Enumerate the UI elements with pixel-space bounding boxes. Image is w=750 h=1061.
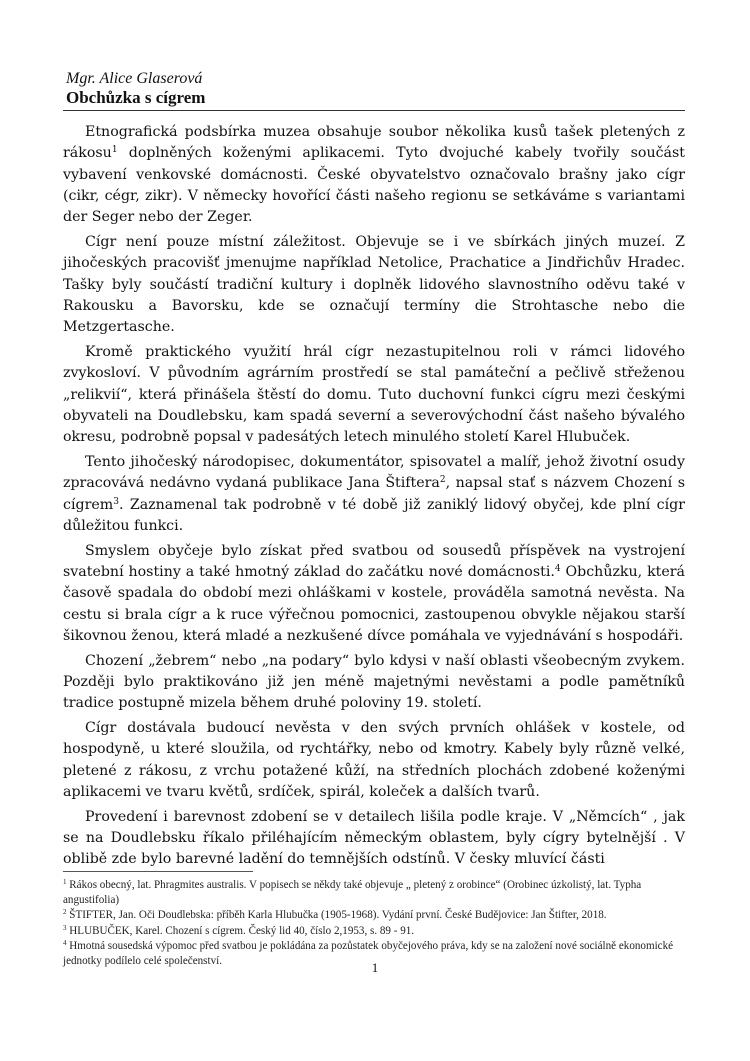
paragraph <box>63 342 685 448</box>
paragraph-text: Smyslem obyčeje bylo získat před svatbou od sousedů příspěvek na vystrojení svatební hostiny a také hmotný základ do začátku nové domácnosti. <box>63 542 685 580</box>
footnote-reference[interactable]: 2 <box>439 475 446 486</box>
footnote-divider <box>63 871 253 872</box>
footnote <box>63 924 683 939</box>
footnote-reference[interactable]: 1 <box>111 145 118 156</box>
footnote-reference[interactable]: 4 <box>554 563 561 574</box>
header-divider <box>63 110 685 111</box>
article-title: Obchůzka s cígrem <box>66 88 206 107</box>
paragraph-text: Obchůzku, která časově spadala do období mezi ohláškami v kostele, prováděla samotná nevěsta. Na cestu si brala cígr a k ruce výřečnou pomocnici, zastoupenou obvykle nějakou starší šikovnou ženou, která mladé a nezkušené dívce pomáhala ve vyjednávání s hospodáři. <box>63 563 685 644</box>
paragraph-text: . Zaznamenal tak podrobně v té době již zaniklý lidový obyčej, kde plní cígr důležitou funkci. <box>63 496 685 534</box>
paragraph-text: Etnografická podsbírka muzea obsahuje soubor několika kusů tašek pletených z rákosu <box>63 124 685 162</box>
footnote-text: Rákos obecný, lat. Phragmites australis. V popisech se někdy také objevuje „ pletený z orobince“ (Orobinec úzkolistý, lat. Typha angustifolia) <box>63 879 642 907</box>
page-number: 1 <box>371 960 379 975</box>
footnote-text: Hmotná sousedská výpomoc před svatbou je pokládána za pozůstatek obyčejového práva, kdy se na založení nové sociálně ekonomické jednotky podílelo celé společenství. <box>63 939 674 968</box>
footnote-text: HLUBUČEK, Karel. Chození s cígrem. Český lid 40, číslo 2,1953, s. 89 - 91. <box>69 924 415 937</box>
paragraph-text: Kromě praktického využití hrál cígr nezastupitelnou roli v rámci lidového zvykosloví. V původním agrárním prostředí se stal památeční a pečlivě střeženou „relikvií“, která přinášela štěstí do domu. Tuto duchovní funkci cígru mezi českými obyvateli na Doudlebsku, kam spadá severní a severovýchodní část našeho bývalého okresu, podrobně popsal v padesátých letech minulého století Karel Hlubuček. <box>63 343 685 446</box>
author-name: Mgr. Alice Glaserová <box>66 70 203 87</box>
footnote-number: 2 <box>63 908 67 917</box>
paragraph <box>63 651 685 715</box>
footnotes <box>63 878 683 969</box>
article-body <box>63 122 685 874</box>
paragraph-text: Tento jihočeský národopisec, dokumentátor, spisovatel a malíř, jehož životní osudy zpracovává nedávno vydaná publikace Jana Štiftera <box>63 453 685 492</box>
paragraph-text: Cígr není pouze místní záležitost. Objevuje se i ve sbírkách jiných muzeí. Z jihočeských pracovišť jmenujme například Netolice, Prachatice a Jindřichův Hradec. Tašky byly součástí tradiční kultury i doplněk lidového slavnostního oděvu také v Rakousku a Bavorsku, kde se označují termíny die Strohtasche nebo die Metzgertasche. <box>63 233 685 336</box>
paragraph-text: doplněných koženými aplikacemi. Tyto dvojuché kabely tvořily součást vybavení venkovské domácnosti. České obyvatelstvo označovalo brašny jako cígr (cikr, cégr, zikr). V německy hovořící části našeho regionu se setkáváme s variantami der Seger nebo der Zeger. <box>63 145 685 226</box>
footnote-number: 4 <box>63 938 67 947</box>
footnote <box>63 878 683 908</box>
footnote-reference[interactable]: 3 <box>113 496 119 507</box>
paragraph-text: Provedení i barevnost zdobení se v detailech lišila podle kraje. V „Němcích“ , jak se na Doudlebsku říkalo přiléhajícím německým oblastem, byly cígry bytelnější . V oblibě zde bylo barevné ladění do temnějších odstínů. V česky mluvící části <box>63 808 685 868</box>
paragraph-text: , napsal stať s názvem Chození s cígrem <box>63 475 685 513</box>
footnote-text: ŠTIFTER, Jan. Oči Doudlebska: příběh Karla Hlubučka (1905-1968). Vydání první. České Budějovice: Jan Štifter, 2018. <box>69 909 607 922</box>
paragraph-text: Cígr dostávala budoucí nevěsta v den svých prvních ohlášek v kostele, od hospodyně, u které sloužila, od rychtářky, nebo od kmotry. Kabely byly různě velké, pletené z rákosu, z vrchu potažené kůží, na středních plochách zdobené koženými aplikacemi ve tvaru květů, srdíček, spirál, koleček a dalších tvarů. <box>63 720 685 800</box>
paragraph <box>63 232 685 338</box>
paragraph <box>63 718 685 803</box>
paragraph <box>63 122 685 228</box>
paragraph <box>63 807 685 871</box>
paragraph-text: Chození „žebrem“ nebo „na podary“ bylo kdysi v naší oblasti všeobecným zvykem. Později bylo praktikováno již jen méně majetnými nevěstami a podle pamětníků tradice postupně mizela během druhé poloviny 19. století. <box>63 652 685 712</box>
footnote-number: 3 <box>63 923 67 932</box>
paragraph <box>63 452 685 537</box>
footnote <box>63 908 683 923</box>
paragraph <box>63 541 685 647</box>
footnote-number: 1 <box>63 878 67 886</box>
